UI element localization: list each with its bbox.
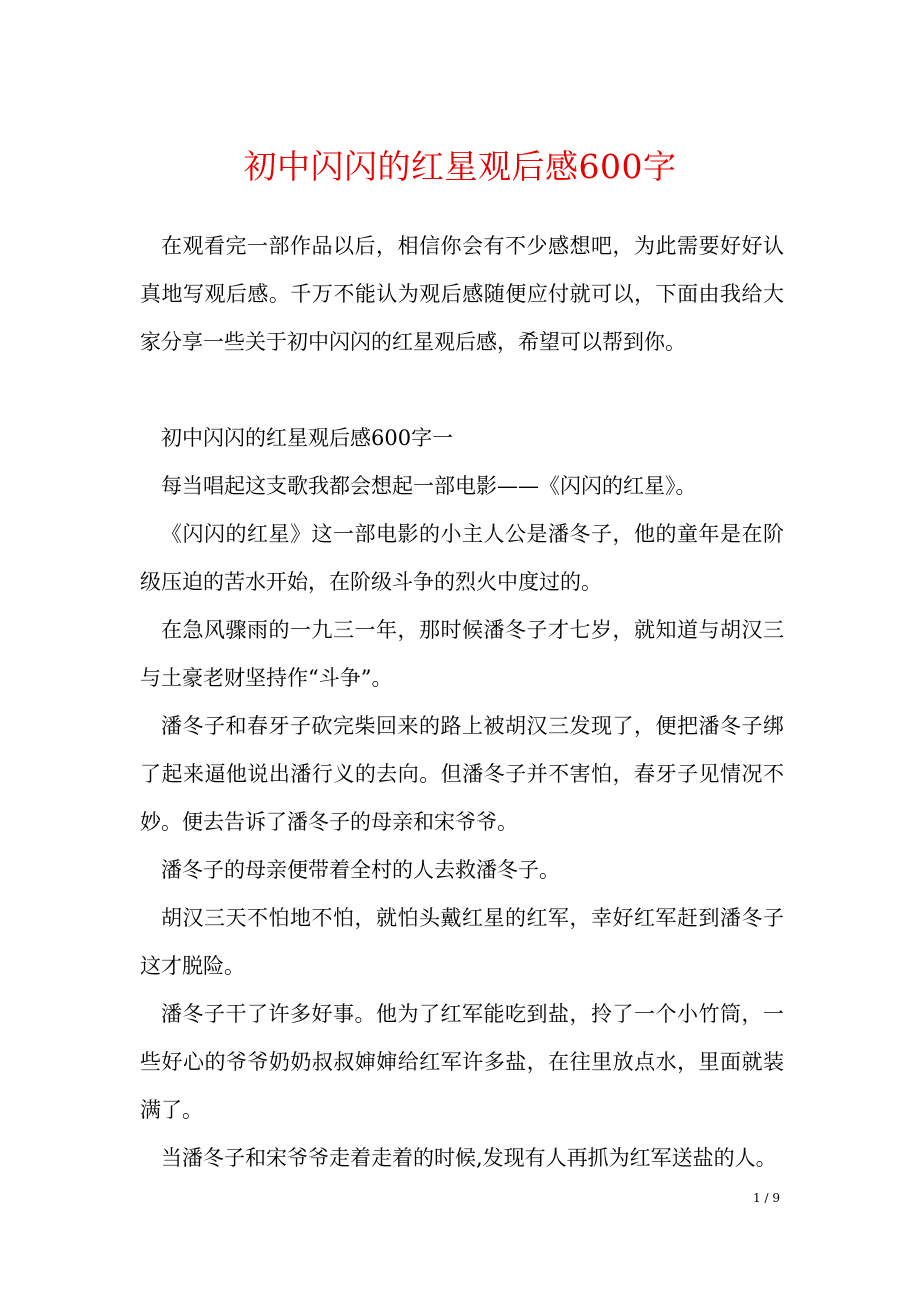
document-body [140,222,784,1182]
body-paragraph-6: 胡汉三天不怕地不怕，就怕头戴红星的红军，幸好红军赶到潘冬子这才脱险。 [140,906,784,978]
body-paragraph-4: 潘冬子和春牙子砍完柴回来的路上被胡汉三发现了，便把潘冬子绑了起来逼他说出潘行义的去向。但潘冬子并不害怕，春牙子见情况不妙。便去告诉了潘冬子的母亲和宋爷爷。 [140,714,784,834]
body-paragraph-3: 在急风骤雨的一九三一年，那时候潘冬子才七岁，就知道与胡汉三与土豪老财坚持作“斗争”。 [140,618,784,690]
body-paragraph-7: 潘冬子干了许多好事。他为了红军能吃到盐，拎了一个小竹筒，一些好心的爷爷奶奶叔叔婶婶给红军许多盐，在往里放点水，里面就装满了。 [140,1002,784,1122]
intro-paragraph: 在观看完一部作品以后，相信你会有不少感想吧，为此需要好好认真地写观后感。千万不能认为观后感随便应付就可以，下面由我给大家分享一些关于初中闪闪的红星观后感，希望可以帮到你。 [140,234,784,354]
body-paragraph-8: 当潘冬子和宋爷爷走着走着的时候,发现有人再抓为红军送盐的人。 [161,1146,777,1170]
document-title: 初中闪闪的红星观后感600字 [243,147,677,186]
body-paragraph-1: 每当唱起这支歌我都会想起一部电影——《闪闪的红星》。 [161,474,697,498]
body-paragraph-2: 《闪闪的红星》这一部电影的小主人公是潘冬子，他的童年是在阶级压迫的苦水开始，在阶级斗争的烈火中度过的。 [140,522,784,594]
section-heading: 初中闪闪的红星观后感600字一 [161,426,454,450]
body-paragraph-5: 潘冬子的母亲便带着全村的人去救潘冬子。 [161,858,560,882]
page-number: 1 / 9 [753,1191,780,1205]
